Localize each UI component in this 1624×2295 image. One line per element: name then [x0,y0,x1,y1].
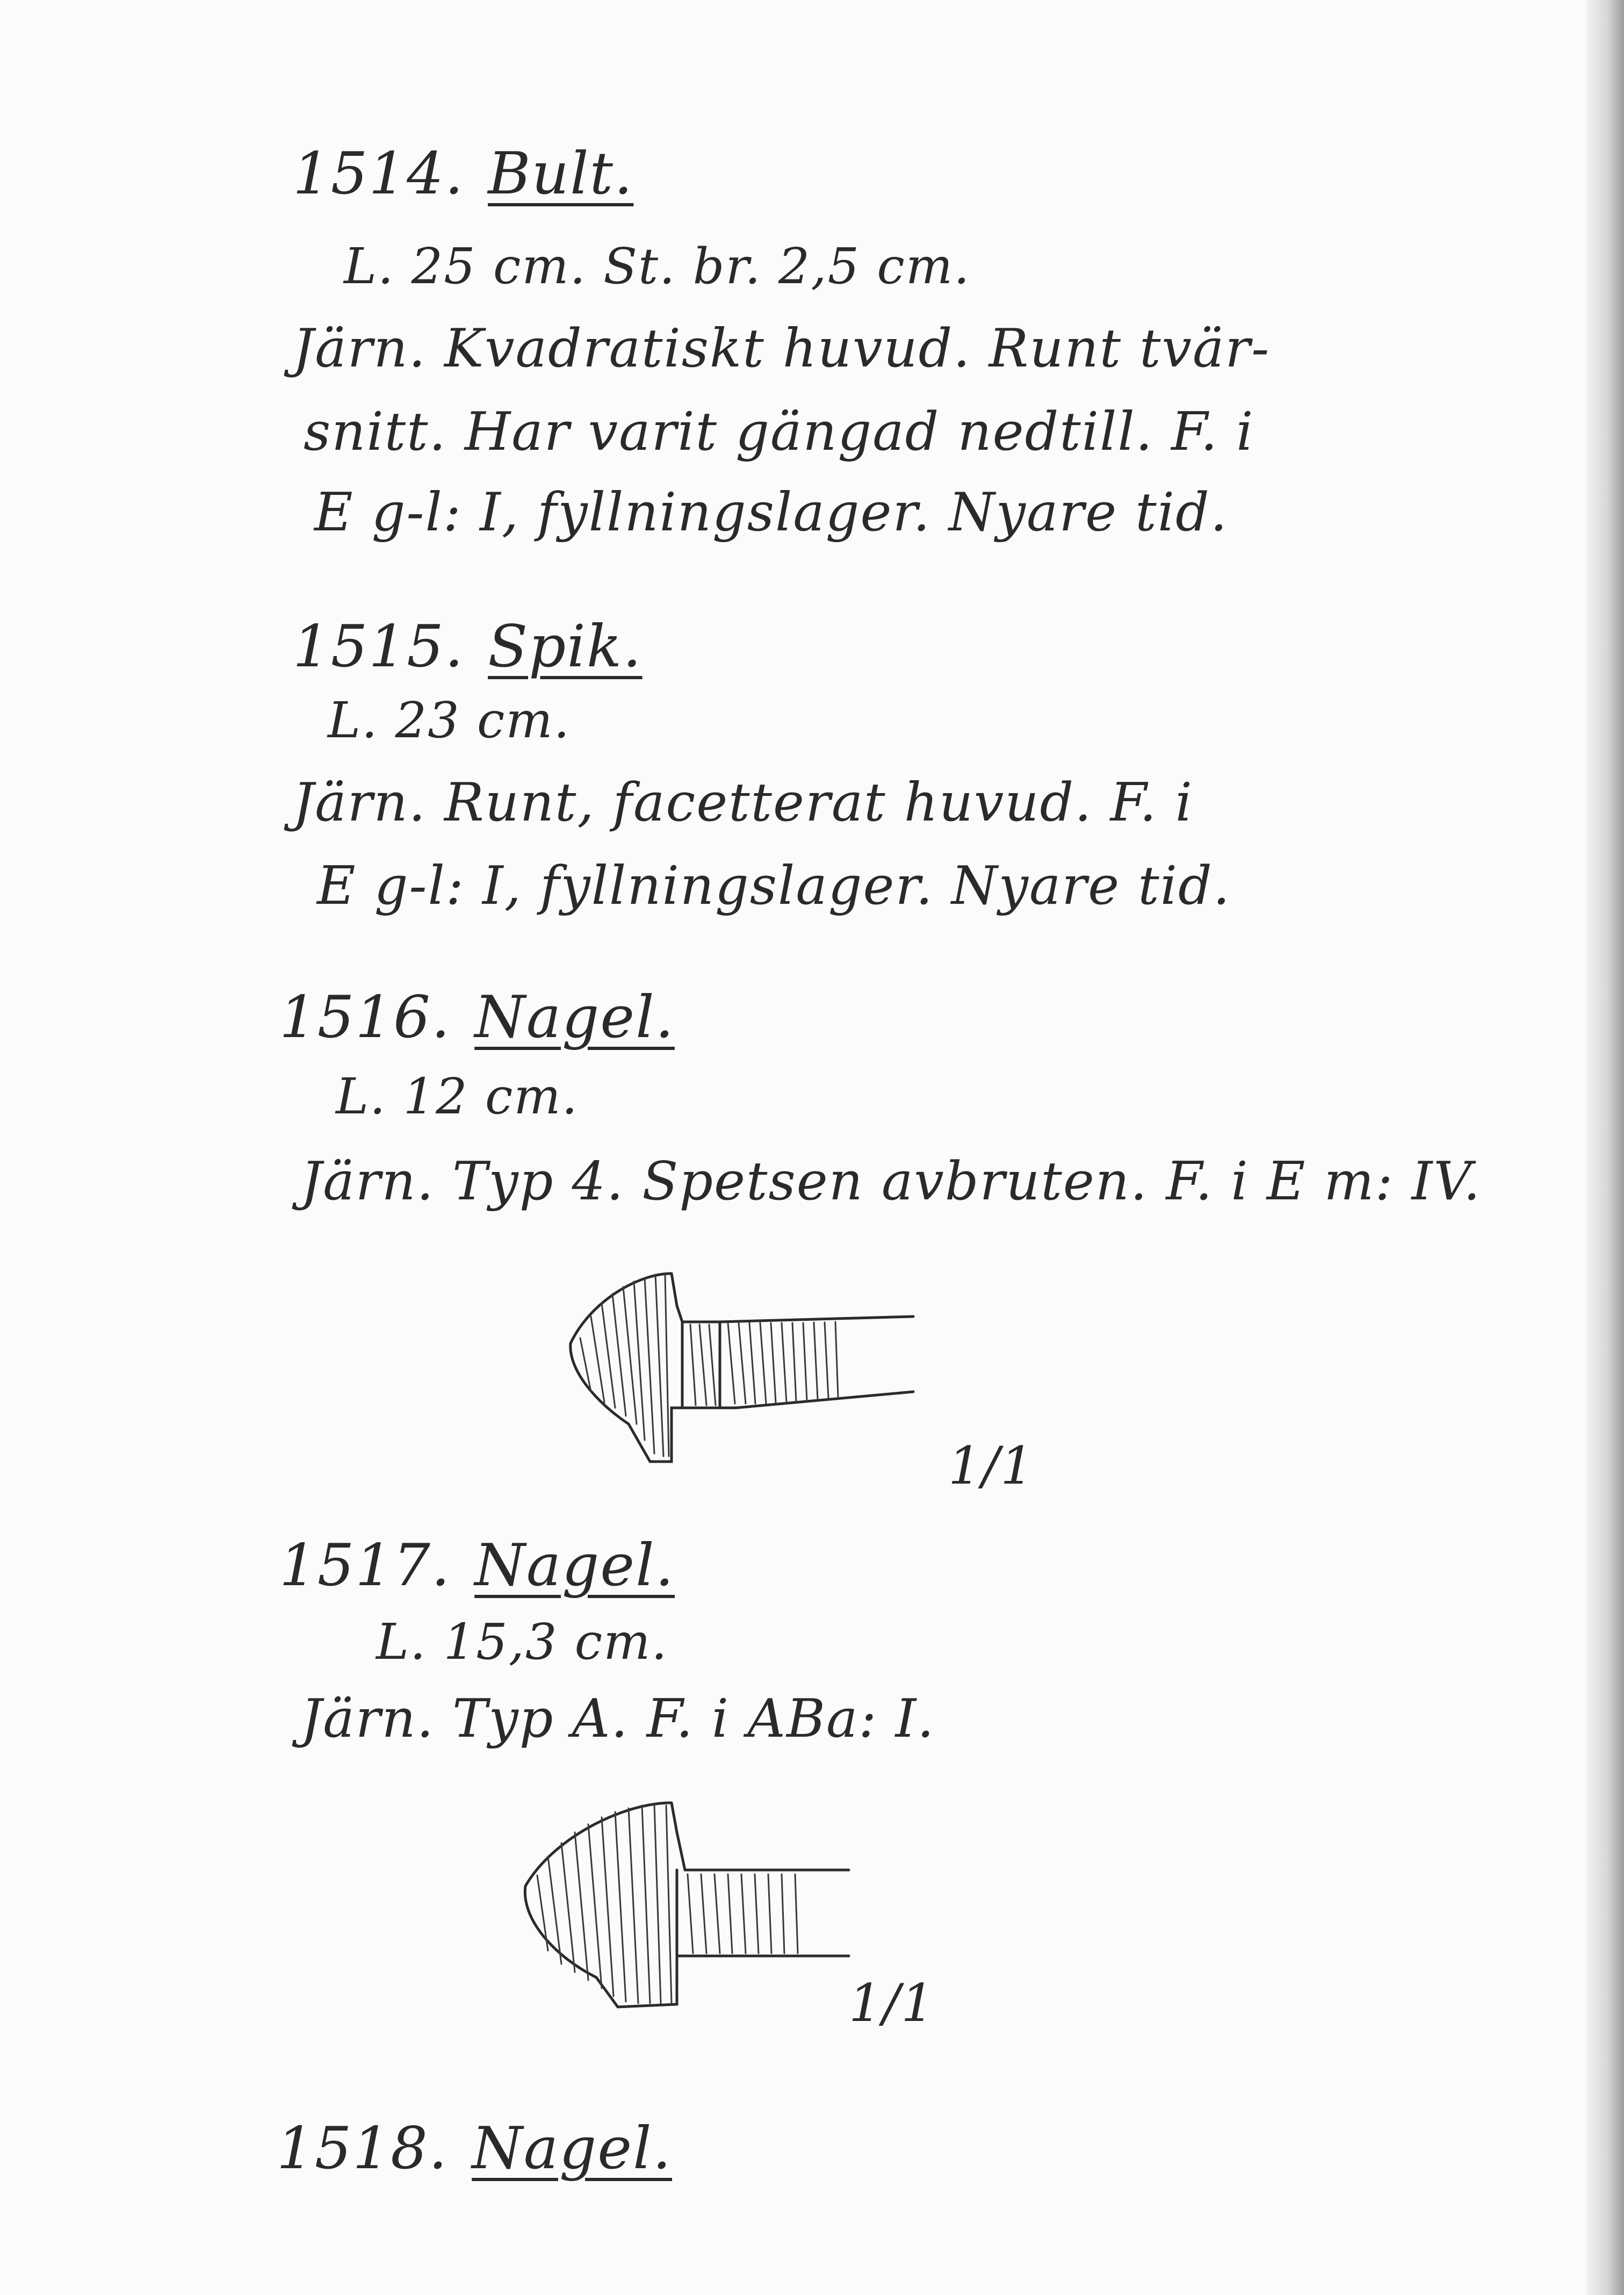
entry-number: 1518. [277,2115,449,2182]
entry-name: Nagel. [472,2115,672,2182]
entry-name: Nagel. [474,1532,675,1599]
nail-drawing [516,1795,881,2010]
entry-dimensions: L. 25 cm. St. br. 2,5 cm. [344,238,971,295]
entry-number: 1515. [293,613,465,680]
entry-text-line: Järn. Runt, facetterat huvud. F. i [293,772,1193,833]
entry-heading [279,984,675,1051]
drawing-scale: 1/1 [948,1436,1035,1496]
entry-text-line: Järn. Typ 4. Spetsen avbruten. F. i E m: IV. [301,1151,1482,1212]
entry-number: 1517. [279,1532,451,1599]
entry-text-line: Järn. Typ A. F. i ABa: I. [301,1688,935,1750]
entry-heading [293,140,634,207]
entry-heading [293,613,643,680]
entry-dimensions: L. 23 cm. [328,692,571,749]
entry-text-line: Järn. Kvadratiskt huvud. Runt tvär- [293,318,1271,379]
page-edge-shadow [1586,0,1624,2295]
entry-text-line: E g-l: I, fyllningslager. Nyare tid. [317,855,1231,917]
entry-text-line: E g-l: I, fyllningslager. Nyare tid. [314,482,1229,543]
entry-name: Bult. [488,140,634,207]
entry-dimensions: L. 12 cm. [336,1068,579,1125]
entry-dimensions: L. 15,3 cm. [376,1613,668,1671]
entry-name: Nagel. [474,984,675,1051]
entry-number: 1514. [293,140,465,207]
entry-name: Spik. [488,613,643,680]
entry-text-line: snitt. Har varit gängad nedtill. F. i [304,401,1254,463]
drawing-scale: 1/1 [849,1973,935,2033]
entry-heading [279,1532,675,1599]
entry-heading [277,2115,672,2182]
entry-number: 1516. [279,984,451,1051]
nail-drawing [559,1263,935,1467]
